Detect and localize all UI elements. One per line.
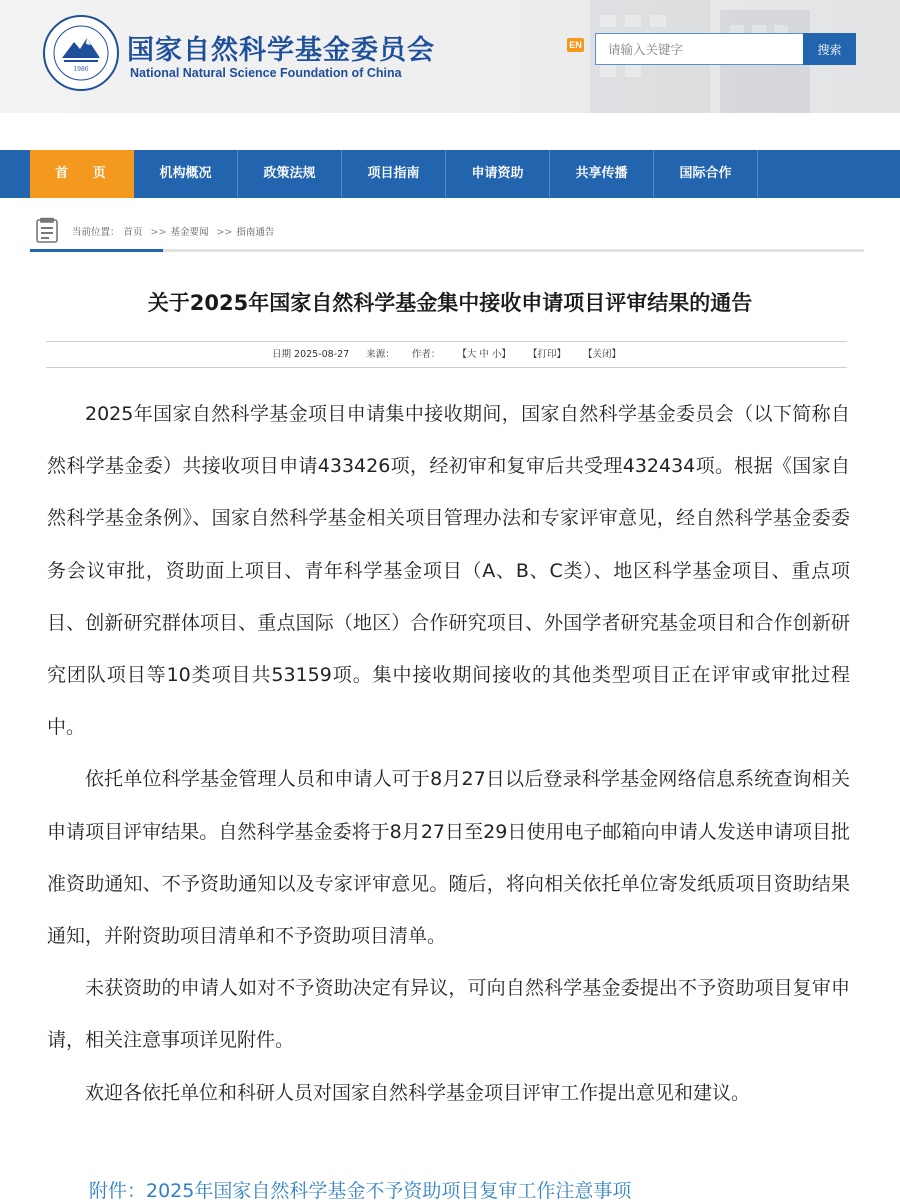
- breadcrumb: [30, 212, 864, 252]
- breadcrumb-accent-bar: [30, 249, 163, 252]
- article-paragraph: 2025年国家自然科学基金项目申请集中接收期间，国家自然科学基金委员会（以下简称自然科学基金委）共接收项目申请433426项，经初审和复审后共受理432434项。根据《国家自然科学基金条例》、国家自然科学基金相关项目管理办法和专家评审意见，经自然科学基金委委务会议审批，资助面上项目、青年科学基金项目（A、B、C类）、地区科学基金项目、重点项目、创新研究群体项目、重点国际（地区）合作研究项目、外国学者研究基金项目和合作创新研究团队项目等10类项目共53159项。集中接收期间接收的其他类型项目正在评审或审批过程中。: [47, 403, 850, 739]
- english-site-link[interactable]: EN: [567, 38, 584, 52]
- breadcrumb-current[interactable]: 指南通告: [236, 227, 275, 238]
- breadcrumb-separator: >>: [150, 227, 167, 238]
- nav-item-funding[interactable]: 申请资助: [446, 150, 550, 198]
- nav-item-guide[interactable]: 项目指南: [342, 150, 446, 198]
- nav-item-sharing[interactable]: 共享传播: [550, 150, 654, 198]
- article-paragraph: 欢迎各依托单位和科研人员对国家自然科学基金项目评审工作提出意见和建议。: [85, 1081, 751, 1104]
- font-size-switch[interactable]: 【大 中 小】: [457, 349, 511, 360]
- emblem-year: 1986: [73, 66, 89, 73]
- article-paragraph: 依托单位科学基金管理人员和申请人可于8月27日以后登录科学基金网络信息系统查询相关申请项目评审结果。自然科学基金委将于8月27日至29日使用电子邮箱向申请人发送申请项目批准资助通知、不予资助通知以及专家评审意见。随后，将向相关依托单位寄发纸质项目资助结果通知，并附资助项目清单和不予资助项目清单。: [47, 768, 850, 948]
- search-input[interactable]: [595, 33, 803, 65]
- article-meta-bar: [46, 341, 847, 368]
- breadcrumb-link-news[interactable]: 基金要闻: [170, 227, 209, 238]
- nav-item-about[interactable]: 机构概况: [134, 150, 238, 198]
- nav-item-policy[interactable]: 政策法规: [238, 150, 342, 198]
- article-body: [47, 388, 850, 1119]
- nsfc-emblem-logo[interactable]: [42, 14, 120, 92]
- nav-item-international[interactable]: 国际合作: [654, 150, 758, 198]
- breadcrumb-prefix: 当前位置：: [72, 227, 120, 238]
- close-link[interactable]: 【关闭】: [582, 349, 621, 360]
- article-title: 关于2025年国家自然科学基金集中接收申请项目评审结果的通告: [147, 291, 753, 315]
- location-book-icon: [36, 217, 58, 243]
- article-author: 作者：: [411, 349, 441, 360]
- org-name-cn[interactable]: 国家自然科学基金委员会: [127, 35, 435, 66]
- breadcrumb-link-home[interactable]: 首页: [123, 227, 143, 238]
- org-name-en[interactable]: National Natural Science Foundation of China: [130, 66, 402, 80]
- nav-item-home[interactable]: 首 页: [30, 150, 134, 198]
- article-paragraph: 未获资助的申请人如对不予资助决定有异议，可向自然科学基金委提出不予资助项目复审申请，相关注意事项详见附件。: [47, 977, 850, 1052]
- attachment-link[interactable]: 附件：2025年国家自然科学基金不予资助项目复审工作注意事项: [89, 1180, 632, 1200]
- article-date: 日期 2025-08-27: [272, 349, 350, 360]
- breadcrumb-separator: >>: [216, 227, 233, 238]
- print-link[interactable]: 【打印】: [527, 349, 566, 360]
- breadcrumb-trail: [72, 224, 278, 238]
- search-button[interactable]: 搜索: [803, 33, 856, 65]
- main-nav: [0, 150, 900, 198]
- article-source: 来源：: [366, 349, 395, 360]
- site-header: [0, 0, 900, 113]
